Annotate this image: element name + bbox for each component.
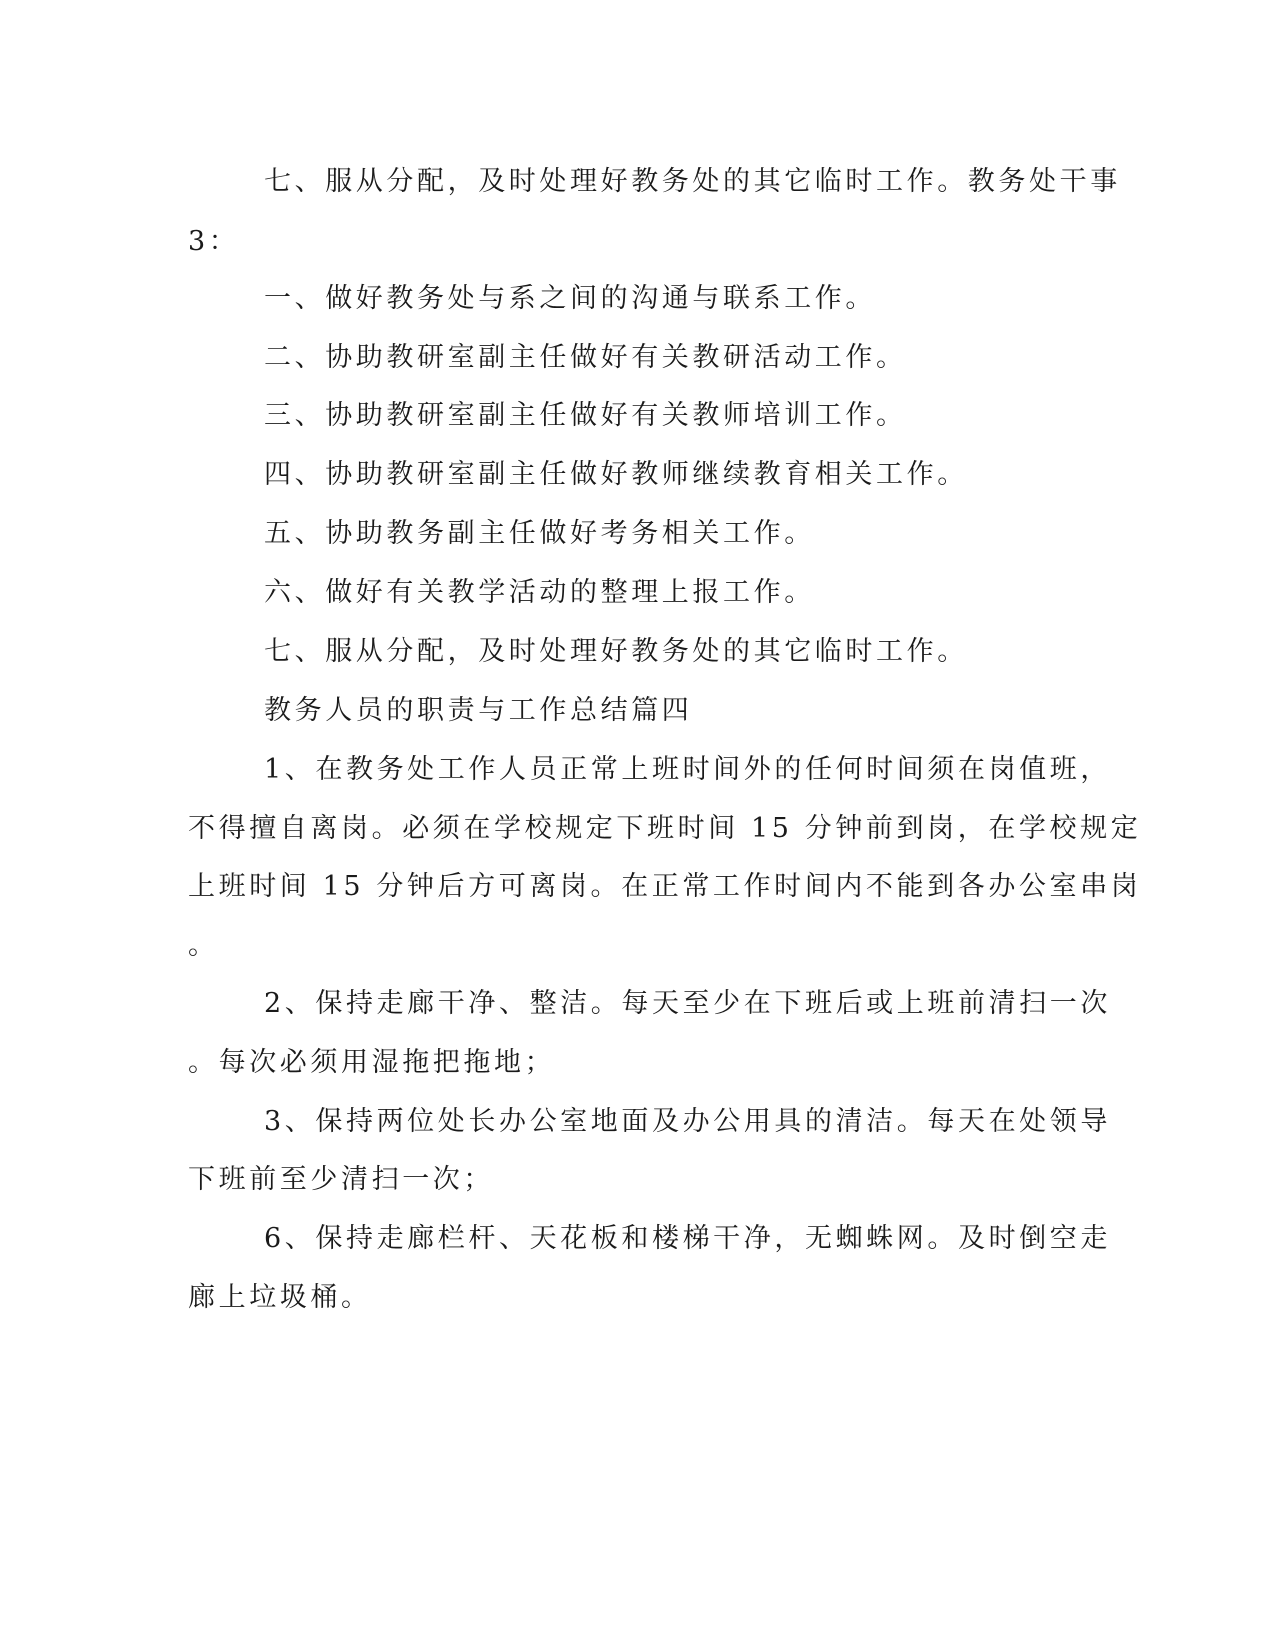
text-line: 6、保持走廊栏杆、天花板和楼梯干净，无蜘蛛网。及时倒空走 <box>264 1223 1111 1254</box>
text-line: 1、在教务处工作人员正常上班时间外的任何时间须在岗值班， <box>264 754 1111 785</box>
text-line: 。每次必须用湿拖把拖地； <box>188 1047 556 1078</box>
text-line: 六、做好有关教学活动的整理上报工作。 <box>264 577 815 608</box>
text-line: 不得擅自离岗。必须在学校规定下班时间 15 分钟前到岗，在学校规定 <box>188 813 1142 844</box>
text-line: 一、做好教务处与系之间的沟通与联系工作。 <box>264 283 876 314</box>
text-line: 。 <box>188 930 219 961</box>
text-line: 四、协助教研室副主任做好教师继续教育相关工作。 <box>264 459 968 490</box>
section-heading: 教务人员的职责与工作总结篇四 <box>264 695 693 726</box>
text-line: 3： <box>188 226 240 257</box>
text-line: 廊上垃圾桶。 <box>188 1282 372 1313</box>
text-line: 二、协助教研室副主任做好有关教研活动工作。 <box>264 342 907 373</box>
text-line: 3、保持两位处长办公室地面及办公用具的清洁。每天在处领导 <box>264 1106 1111 1137</box>
text-line: 五、协助教务副主任做好考务相关工作。 <box>264 518 815 549</box>
text-line: 上班时间 15 分钟后方可离岗。在正常工作时间内不能到各办公室串岗 <box>188 871 1142 902</box>
text-line: 七、服从分配，及时处理好教务处的其它临时工作。 <box>264 636 968 667</box>
text-line: 2、保持走廊干净、整洁。每天至少在下班后或上班前清扫一次 <box>264 988 1111 1019</box>
text-line: 下班前至少清扫一次； <box>188 1164 494 1195</box>
text-line: 三、协助教研室副主任做好有关教师培训工作。 <box>264 400 907 431</box>
text-line: 七、服从分配，及时处理好教务处的其它临时工作。教务处干事 <box>264 166 1121 197</box>
